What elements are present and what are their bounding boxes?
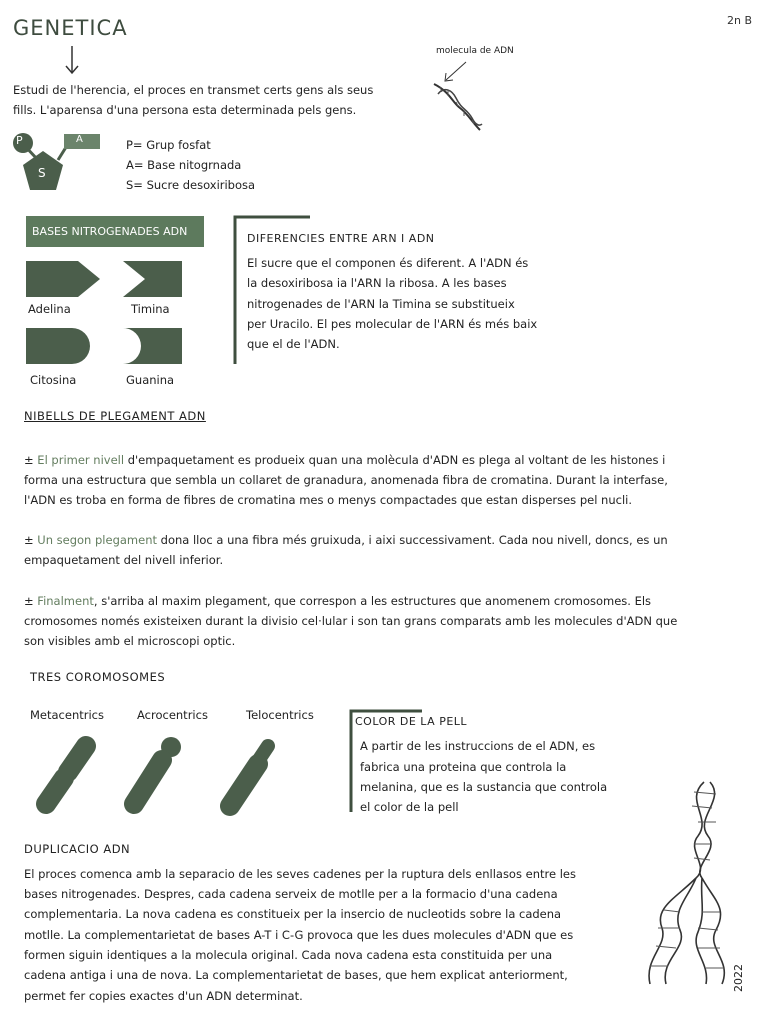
folding-p1-line-3: l'ADN es troba en forma de fibres de cromatina mes o menys compactades que estan disperses pel nucli. xyxy=(24,493,633,507)
class-label: 2n B xyxy=(726,14,752,27)
differences-line-5: que el de l'ADN. xyxy=(247,337,340,351)
folding-p2-text: dona lloc a una fibra més gruixuda, i aixi successivament. Cada nou nivell, doncs, es un xyxy=(157,533,668,547)
intro-line-1: Estudi de l'herencia, el proces en transmet certs gens als seus xyxy=(13,83,374,97)
sugar-letter: S xyxy=(38,166,46,180)
duplication-heading: DUPLICACIO ADN xyxy=(24,842,131,856)
nucleotide-diagram xyxy=(12,130,104,196)
phosphate-letter: P xyxy=(16,134,23,147)
differences-line-2: la desoxiribosa ia l'ARN la ribosa. A les bases xyxy=(247,276,507,290)
cytosine-shape xyxy=(26,328,90,364)
duplication-line-4: motlle. La complementarietat de bases A-T i C-G provoca que les dues molecules d'ADN que es xyxy=(24,928,574,942)
folding-p1-line-1 xyxy=(24,450,665,470)
folding-p3-text: , s'arriba al maxim plegament, que correspon a les estructures que anomenem cromosomes. Els xyxy=(93,594,652,608)
duplication-line-5: formen siguin identiques a la molecula original. Cada nova cadena esta constituida per una xyxy=(24,948,553,962)
acrocentric-chromosome xyxy=(134,737,181,804)
year-label: 2022 xyxy=(732,964,745,992)
dna-replication-icon xyxy=(636,778,740,992)
dna-helix-small-icon xyxy=(430,78,486,136)
skin-line-1: A partir de les instruccions de el ADN, es xyxy=(360,739,596,753)
differences-line-3: nitrogenades de l'ARN la Timina se substitueix xyxy=(247,297,515,311)
skin-line-3: melanina, que es la sustancia que controla xyxy=(360,780,608,794)
folding-p3-line-2: cromosomes només existeixen durant la divisio cel·lular i son tan grans comparats amb les molecules d'ADN que xyxy=(24,614,678,628)
chromosome-type-acrocentric: Acrocentrics xyxy=(137,708,208,722)
folding-p2-line-2: empaquetament del nivell inferior. xyxy=(24,553,224,567)
folding-p2-highlight: Un segon plegament xyxy=(37,533,157,547)
folding-p3-highlight: Finalment xyxy=(37,594,94,608)
skin-line-2: fabrica una proteina que controla la xyxy=(360,760,567,774)
duplication-line-6: cadena antiga i una de nova. La complementarietat de bases, que hem explicat anteriorment, xyxy=(24,968,568,982)
plus-minus-mark: ± xyxy=(24,594,38,608)
duplication-line-7: permet fer copies exactes d'un ADN determinat. xyxy=(24,989,303,1003)
page-title: GENETICA xyxy=(13,16,128,40)
base-label-cytosine: Citosina xyxy=(30,373,77,387)
legend-sugar: S= Sucre desoxiribosa xyxy=(126,178,256,192)
differences-heading: DIFERENCIES ENTRE ARN I ADN xyxy=(247,232,435,245)
base-label-guanine: Guanina xyxy=(126,373,175,387)
folding-p1-highlight: El primer nivell xyxy=(37,453,125,467)
folding-p3-line-3: son visibles amb el microscopi optic. xyxy=(24,634,236,648)
intro-line-2: fills. L'aparensa d'una persona esta determinada pels gens. xyxy=(13,103,357,117)
folding-p2-line-1 xyxy=(24,530,668,550)
skin-line-4: el color de la pell xyxy=(360,800,459,814)
chromosomes-heading: TRES COROMOSOMES xyxy=(30,670,166,684)
skin-heading: COLOR DE LA PELL xyxy=(355,715,468,728)
down-arrow-icon xyxy=(62,44,82,76)
thymine-shape xyxy=(123,261,182,297)
legend-phosphate: P= Grup fosfat xyxy=(126,138,211,152)
duplication-line-2: bases nitrogenades. Despres, cada cadena serveix de motlle per a la formacio d'una cadena xyxy=(24,887,558,901)
plus-minus-mark: ± xyxy=(24,533,38,547)
bases-heading-text: BASES NITROGENADES ADN xyxy=(32,225,188,238)
duplication-line-1: El proces comenca amb la separacio de les seves cadenes per la ruptura dels enllasos entre les xyxy=(24,867,576,881)
chromosomes-drawing xyxy=(30,730,290,820)
adenine-shape xyxy=(26,261,100,297)
folding-heading: NIBELLS DE PLEGAMENT ADN xyxy=(24,409,206,423)
chromosome-type-metacentric: Metacentrics xyxy=(30,708,104,722)
duplication-line-3: complementaria. La nova cadena es constitueix per la insercio de nucleotids sobre la cadena xyxy=(24,907,562,921)
dna-label: molecula de ADN xyxy=(436,46,514,56)
differences-line-1: El sucre que el componen és diferent. A l'ADN és xyxy=(247,256,529,270)
folding-p1-line-2: forma una estructura que sembla un collaret de granadura, anomenada fibra de cromatina. Durant la interfase, xyxy=(24,473,668,487)
plus-minus-mark: ± xyxy=(24,453,38,467)
folding-p3-line-1 xyxy=(24,591,651,611)
base-letter: A xyxy=(76,134,83,145)
differences-line-4: per Uracilo. El pes molecular de l'ARN és més baix xyxy=(247,317,538,331)
telocentric-chromosome xyxy=(230,746,268,806)
base-label-thymine: Timina xyxy=(131,302,170,316)
bases-heading xyxy=(26,216,204,247)
folding-p1-text: d'empaquetament es produeix quan una molècula d'ADN es plega al voltant de les histones i xyxy=(124,453,666,467)
chromosome-type-telocentric: Telocentrics xyxy=(246,708,314,722)
metacentric-chromosome xyxy=(46,746,86,804)
legend-base: A= Base nitogrnada xyxy=(126,158,242,172)
base-label-adenine: Adelina xyxy=(28,302,71,316)
guanine-shape xyxy=(123,328,182,364)
